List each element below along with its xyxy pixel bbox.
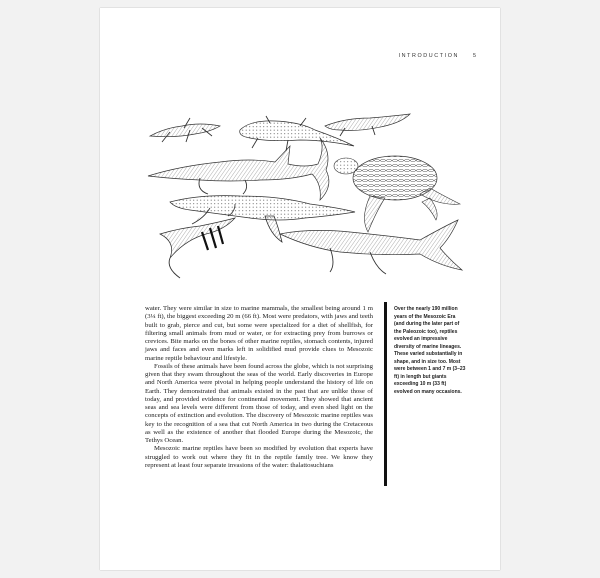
placodont-figure (240, 116, 354, 151)
body-text (145, 305, 373, 470)
marine-crocodile-figure (160, 218, 235, 278)
running-head (290, 53, 476, 59)
paragraph: Fossils of these animals have been found across the globe, which is not surprising given that they swam throughout the seas of the world. Early discoveries in Europe and North America were pivotal in helping people understand the history of life on Earth. They demonstrated that animals existed in the past that are unlike those of today, and provided evidence for continental movement. They showed that ancient seas and sea levels were different from those of today, and even shed light on the concepts of extinction and evolution. The discovery of Mesozoic marine reptiles was key to the recognition of a sea that cut North America in two during the Cretaceous as well as the existence of another that flooded Europe during the Mesozoic, the Tethys Ocean. (145, 362, 373, 444)
ichthyosaur-figure (148, 138, 329, 200)
mosasaur-figure (280, 220, 462, 274)
book-page (100, 8, 500, 570)
marine-reptiles-illustration (140, 108, 470, 288)
thalattosaur-figure (325, 114, 410, 136)
sea-turtle-figure (334, 156, 460, 232)
nothosaur-small-figure (150, 118, 220, 142)
page-number: 5 (473, 53, 476, 59)
paragraph: Mesozoic marine reptiles have been so modified by evolution that experts have struggled to work out where they fit in the reptile family tree. We know they represent at least four separate invasions of the water: thalattosuchians (145, 445, 373, 469)
sidenote: Over the nearly 190 million years of the Mesozoic Era (and during the later part of the Paleozoic too), reptiles evolved an impressive diversity of marine lineages. These varied substantially in shape, and in size too. Most were between 1 and 7 m (3–23 ft) in length but giants exceeding 10 m (33 ft) evolved on many occasions. (394, 306, 466, 395)
paragraph: water. They were similar in size to marine mammals, the smallest being around 1 m (3¼ ft), the biggest exceeding 20 m (66 ft). Most were predators, with jaws and teeth built to grab, pierce and cut, but some were specialized for a diet of shellfish, for filtering small animals from mud or water, or for extracting prey from burrows or crevices. Bite marks on the bones of other marine reptiles, stomach contents, injured jaws and faces and even marks left in solidified mud provide clues to Mesozoic marine reptile behaviour and lifestyle. (145, 305, 373, 362)
sidenote-rule (384, 302, 387, 486)
section-title: INTRODUCTION (398, 53, 459, 59)
